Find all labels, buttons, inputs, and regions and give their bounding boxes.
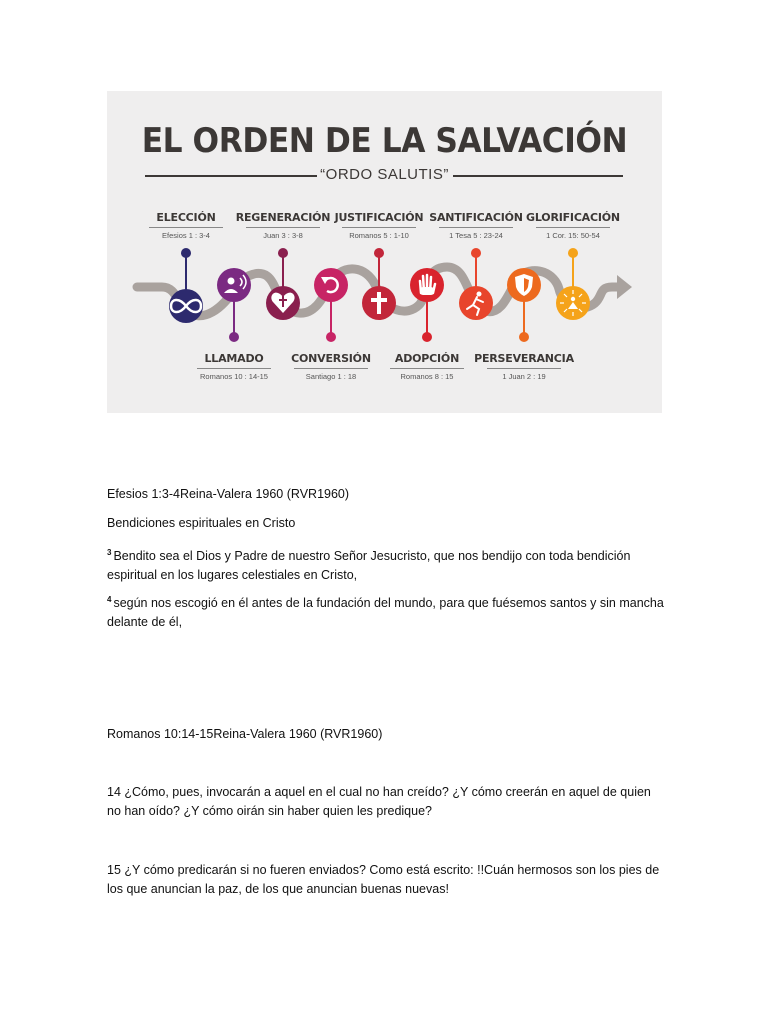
verse-14: 14 ¿Cómo, pues, invocarán a aquel en el cual no han creído? ¿Y cómo creerán en aquel de quien no han oído? ¿Y cómo oirán sin haber quien les predique? bbox=[107, 785, 651, 818]
step-label-santificacion: SANTIFICACIÓN bbox=[429, 211, 523, 224]
step-label-llamado: LLAMADO bbox=[204, 352, 264, 365]
infographic-subtitle: “ORDO SALUTIS” bbox=[320, 166, 449, 183]
runner-icon bbox=[459, 286, 493, 320]
road-arrow-head bbox=[617, 275, 632, 299]
verse-block bbox=[107, 590, 667, 632]
step-label-eleccion: ELECCIÓN bbox=[156, 211, 216, 224]
step-ref-llamado: Romanos 10 : 14-15 bbox=[200, 372, 268, 381]
turn-around-icon bbox=[314, 268, 348, 302]
verse-number: 4 bbox=[107, 595, 112, 604]
verse-text: según nos escogió en él antes de la fundación del mundo, para que fuésemos santos y sin mancha delante de él, bbox=[107, 596, 664, 629]
step-ref-justificacion: Romanos 5 : 1-10 bbox=[349, 231, 409, 240]
step-ref-regeneracion: Juan 3 : 3-8 bbox=[263, 231, 303, 240]
step-rule bbox=[197, 368, 271, 369]
speaking-person-icon bbox=[217, 268, 251, 302]
step-rule bbox=[439, 227, 513, 228]
step-ref-eleccion: Efesios 1 : 3-4 bbox=[162, 231, 210, 240]
verse-block bbox=[107, 783, 667, 821]
verse-block bbox=[107, 543, 667, 585]
passage-subheading: Bendiciones espirituales en Cristo bbox=[107, 516, 296, 530]
step-label-adopcion: ADOPCIÓN bbox=[394, 352, 460, 365]
step-label-regeneracion: REGENERACIÓN bbox=[235, 211, 331, 224]
passage-efesios bbox=[107, 485, 667, 504]
infographic-title: EL ORDEN DE LA SALVACIÓN bbox=[141, 121, 628, 161]
step-label-justificacion: JUSTIFICACIÓN bbox=[334, 211, 424, 224]
verse-4 bbox=[107, 590, 667, 632]
verse-text: Bendito sea el Dios y Padre de nuestro Señor Jesucristo, que nos bendijo con toda bendición espiritual en los lugares celestiales en Cristo, bbox=[107, 549, 631, 582]
radiant-figure-icon bbox=[556, 286, 590, 320]
step-rule bbox=[536, 227, 610, 228]
step-ref-conversion: Santiago 1 : 18 bbox=[305, 372, 357, 381]
step-label-glorificacion: GLORIFICACIÓN bbox=[526, 211, 620, 224]
step-rule bbox=[294, 368, 368, 369]
ordo-salutis-infographic bbox=[107, 91, 662, 413]
step-label-conversion: CONVERSIÓN bbox=[291, 352, 371, 365]
infinity-icon bbox=[169, 289, 203, 323]
heart-cross-icon bbox=[266, 286, 300, 320]
verse-15: 15 ¿Y cómo predicarán si no fueren enviados? Como está escrito: !!Cuán hermosos son los pies de los que anuncian la paz, de los que anuncian buenas nuevas! bbox=[107, 863, 660, 896]
step-ref-adopcion: Romanos 8 : 15 bbox=[400, 372, 454, 381]
step-ref-glorificacion: 1 Cor. 15: 50-54 bbox=[546, 231, 600, 240]
step-rule bbox=[342, 227, 416, 228]
step-rule bbox=[246, 227, 320, 228]
hand-icon bbox=[410, 268, 444, 302]
step-rule bbox=[390, 368, 464, 369]
shield-icon bbox=[507, 268, 541, 302]
step-rule bbox=[487, 368, 561, 369]
step-ref-santificacion: 1 Tesa 5 : 23-24 bbox=[449, 231, 503, 240]
verse-block bbox=[107, 861, 667, 899]
step-label-perseverancia: PERSEVERANCIA bbox=[474, 352, 574, 365]
verse-number: 3 bbox=[107, 548, 112, 557]
cross-icon bbox=[362, 286, 396, 320]
passage-heading: Efesios 1:3-4Reina-Valera 1960 (RVR1960) bbox=[107, 487, 350, 501]
step-rule bbox=[149, 227, 223, 228]
verse-3 bbox=[107, 543, 667, 585]
passage-heading: Romanos 10:14-15Reina-Valera 1960 (RVR1960) bbox=[107, 727, 383, 741]
road-start-dot bbox=[135, 283, 143, 291]
passage-subheading-block bbox=[107, 514, 667, 533]
passage-romanos bbox=[107, 725, 667, 744]
step-ref-perseverancia: 1 Juan 2 : 19 bbox=[502, 372, 546, 381]
